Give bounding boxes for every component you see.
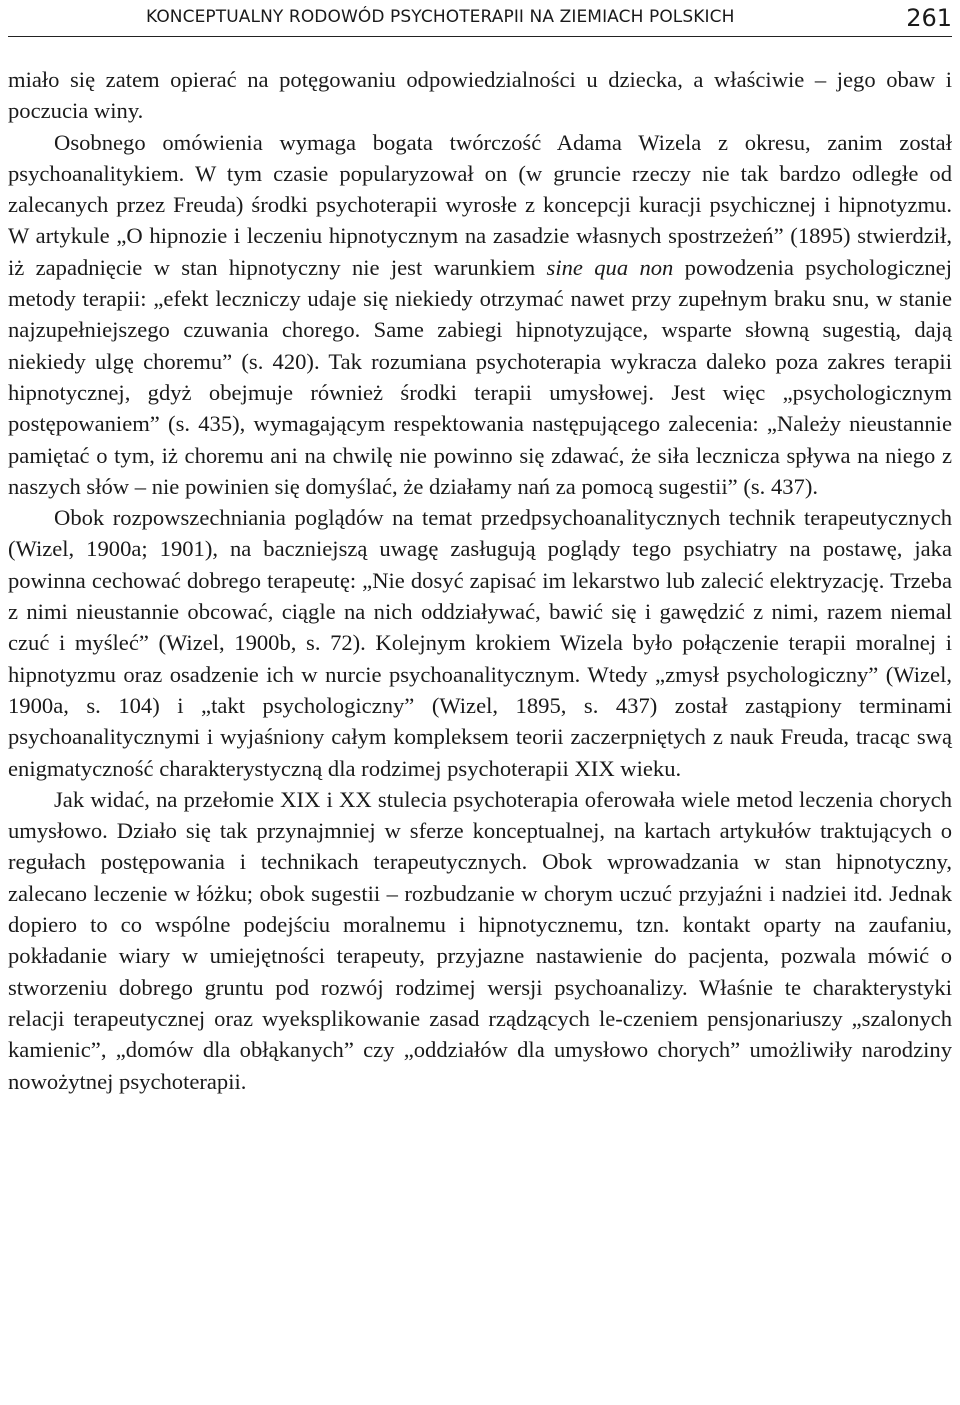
paragraph-text: powodzenia psychologicznej metody terapii: „efekt leczniczy udaje się niekiedy otrzymać nawet przy zupełnym braku snu, w stanie najzupełniejszego czuwania chorego. Same zabiegi hipnotyzujące, wsparte słowną sugestią, dają niekiedy ulgę choremu” (s. 420). Tak rozumiana psychoterapia wykracza daleko poza zakres terapii hipnotycznej, gdyż obejmuje również środki terapii umysłowej. Jest więc „psychologicznym postępowaniem” (s. 435), wymagającym respektowania następującego zalecenia: „Należy nieustannie pamiętać o tym, iż choremu ani na chwilę nie powinno się zdawać, że siła lecznicza spływa na niego z naszych słów – nie powinien się domyślać, że działamy nań za pomocą sugestii” (s. 437).	[8, 254, 952, 499]
running-header	[8, 0, 952, 37]
running-title: KONCEPTUALNY RODOWÓD PSYCHOTERAPII NA ZIEMIACH POLSKICH	[146, 7, 735, 27]
paragraph-text: Obok rozpowszechniania poglądów na temat przedpsychoanalitycznych technik terapeutycznych (Wizel, 1900a; 1901), na baczniejszą uwagę zasługują poglądy tego psychiatry na postawę, jaka powinna cechować dobrego terapeutę: „Nie dosyć zapisać im lekarstwo lub zalecić elektryzację. Trzeba z nimi nieustannie obcować, ciągle na nich oddziaływać, bawić się i gawędzić z nimi, razem niemal czuć i myśleć” (Wizel, 1900b, s. 72). Kolejnym krokiem Wizela było połączenie terapii moralnej i hipnotyzmu oraz osadzenie ich w nurcie psychoanalitycznym. Wtedy „zmysł psychologiczny” (Wizel, 1900a, s. 104) i „takt psychologiczny” (Wizel, 1895, s. 437) został zastąpiony terminami psychoanalitycznymi i wyjaśniony całym kompleksem teorii zaczerpniętych z nauk Freuda, tracąc swą enigmatyczność charakterystyczną dla rodzimej psychoterapii XIX wieku.	[8, 505, 952, 781]
paragraph-text: Osobnego omówienia wymaga bogata twórczość Adama Wizela z okresu, zanim został psychoanalitykiem. W tym czasie popularyzował on (w gruncie rzeczy nie tak bardzo odległe od zalecanych przez Freuda) środki psychoterapii wyrosłe z koncepcji kuracji psychicznej i hipnotyzmu. W artykule „O hipnozie i leczeniu hipnotycznym na zasadzie własnych spostrzeżeń” (1895) stwierdził, iż zapadnięcie w stan hipnotyczny nie jest warunkiem	[8, 129, 952, 280]
document-page	[8, 0, 952, 1097]
page-number: 261	[906, 4, 952, 32]
paragraph-therapist-attitude	[8, 502, 952, 784]
body-text	[8, 64, 952, 1097]
paragraph-text: miało się zatem opierać na potęgowaniu odpowiedzialności u dziecka, a właściwie – jego obaw i poczucia winy.	[8, 67, 952, 124]
paragraph-conclusion	[8, 784, 952, 1097]
paragraph-wizel-hypnosis	[8, 127, 952, 503]
paragraph-text: Jak widać, na przełomie XIX i XX stulecia psychoterapia oferowała wiele metod leczenia chorych umysłowo. Działo się tak przynajmniej w sferze konceptualnej, na kartach artykułów traktujących o regułach postępowania i technikach terapeutycznych. Obok wprowadzania w stan hipnotyczny, zalecano leczenie w łóżku; obok sugestii – rozbudzanie w chorym uczuć przyjaźni i nadziei itd. Jednak dopiero to co wspólne podejściu moralnemu i hipnotycznemu, tzn. kontakt oparty na zaufaniu, pokładanie wiary w umiejętności terapeuty, przyjazne nastawienie do pacjenta, pozwala mówić o stworzeniu dobrego gruntu pod rozwój rodzimej wersji psychoanalizy. Właśnie te charakterystyki relacji terapeutycznej oraz wyeksplikowanie zasad rządzących le-czeniem pensjonariuszy „szalonych kamienic”, „domów dla obłąkanych” czy „oddziałów dla umysłowo chorych” umożliwiły narodziny nowożytnej psychoterapii.	[8, 786, 952, 1094]
latin-phrase: sine qua non	[546, 254, 674, 280]
paragraph-continuation	[8, 64, 952, 127]
